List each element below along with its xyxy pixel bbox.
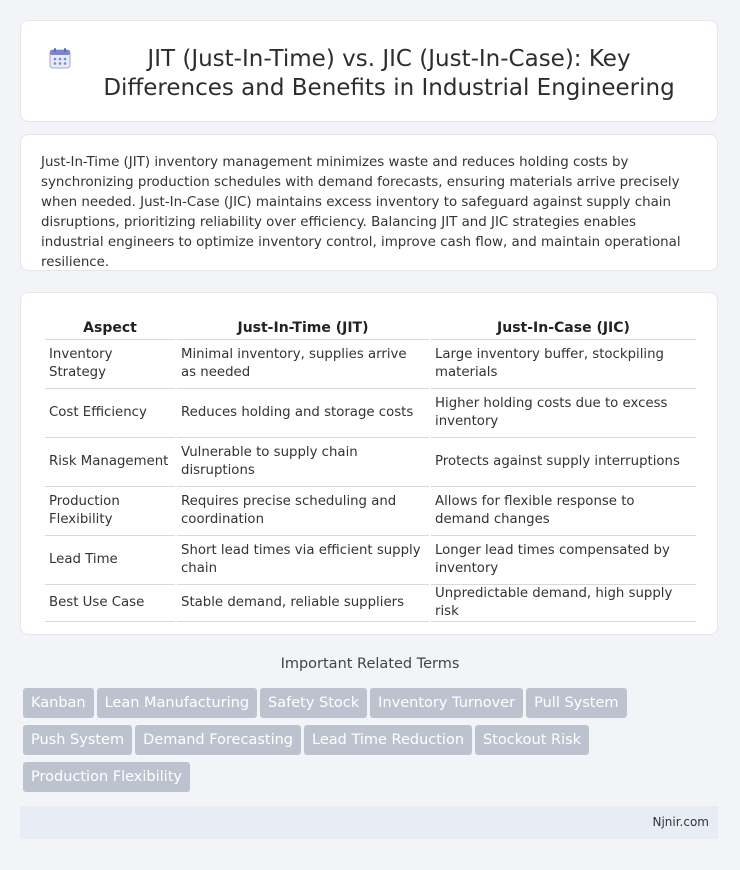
cell-jic: Allows for flexible response to demand changes bbox=[431, 487, 696, 536]
header-jic: Just-In-Case (JIC) bbox=[431, 315, 696, 340]
table-row bbox=[45, 585, 696, 622]
cell-jic: Longer lead times compensated by inventory bbox=[431, 536, 696, 585]
cell-jic: Higher holding costs due to excess inventory bbox=[431, 389, 696, 438]
tag-inventory-turnover[interactable]: Inventory Turnover bbox=[370, 688, 523, 718]
table-row bbox=[45, 487, 696, 536]
related-terms-title: Important Related Terms bbox=[280, 656, 460, 672]
tag-lead-time-reduction[interactable]: Lead Time Reduction bbox=[304, 725, 472, 755]
cell-jit: Minimal inventory, supplies arrive as needed bbox=[177, 340, 429, 389]
tag-stockout-risk[interactable]: Stockout Risk bbox=[475, 725, 589, 755]
related-terms-list bbox=[23, 688, 683, 799]
cell-jit: Short lead times via efficient supply chain bbox=[177, 536, 429, 585]
table-row bbox=[45, 438, 696, 487]
cell-jit: Stable demand, reliable suppliers bbox=[177, 585, 429, 622]
cell-aspect: Production Flexibility bbox=[45, 487, 175, 536]
cell-jic: Protects against supply interruptions bbox=[431, 438, 696, 487]
footer-site-name[interactable]: Njnir.com bbox=[652, 815, 709, 829]
tag-safety-stock[interactable]: Safety Stock bbox=[260, 688, 367, 718]
footer bbox=[20, 806, 718, 839]
tag-demand-forecasting[interactable]: Demand Forecasting bbox=[135, 725, 301, 755]
tag-pull-system[interactable]: Pull System bbox=[526, 688, 626, 718]
cell-aspect: Risk Management bbox=[45, 438, 175, 487]
header-aspect: Aspect bbox=[45, 315, 175, 340]
header-jit: Just-In-Time (JIT) bbox=[177, 315, 429, 340]
cell-jic: Large inventory buffer, stockpiling materials bbox=[431, 340, 696, 389]
cell-jit: Vulnerable to supply chain disruptions bbox=[177, 438, 429, 487]
cell-aspect: Inventory Strategy bbox=[45, 340, 175, 389]
tag-production-flexibility[interactable]: Production Flexibility bbox=[23, 762, 190, 792]
table-row bbox=[45, 536, 696, 585]
cell-jit: Reduces holding and storage costs bbox=[177, 389, 429, 438]
cell-jit: Requires precise scheduling and coordination bbox=[177, 487, 429, 536]
cell-aspect: Cost Efficiency bbox=[45, 389, 175, 438]
intro-card bbox=[20, 134, 718, 271]
table-row bbox=[45, 389, 696, 438]
tag-lean-manufacturing[interactable]: Lean Manufacturing bbox=[97, 688, 257, 718]
tag-kanban[interactable]: Kanban bbox=[23, 688, 94, 718]
comparison-table bbox=[43, 315, 698, 622]
cell-aspect: Best Use Case bbox=[45, 585, 175, 622]
title-card bbox=[20, 20, 718, 122]
comparison-table-card bbox=[20, 292, 718, 635]
intro-paragraph: Just-In-Time (JIT) inventory management minimizes waste and reduces holding costs by synchronizing production schedules with demand forecasts, ensuring materials arrive precisely when needed. Just-In-Case (JIC) maintains excess inventory to safeguard against supply chain disruptions, prioritizing reliability over efficiency. Balancing JIT and JIC strategies enables industrial engineers to optimize inventory control, improve cash flow, and maintain operational resilience. bbox=[41, 155, 681, 270]
cell-jic: Unpredictable demand, high supply risk bbox=[431, 585, 696, 622]
page-title: JIT (Just-In-Time) vs. JIC (Just-In-Case): Key Differences and Benefits in Industrial Engineering bbox=[103, 46, 675, 101]
tag-push-system[interactable]: Push System bbox=[23, 725, 132, 755]
table-row bbox=[45, 340, 696, 389]
table-header-row bbox=[45, 315, 696, 340]
cell-aspect: Lead Time bbox=[45, 536, 175, 585]
